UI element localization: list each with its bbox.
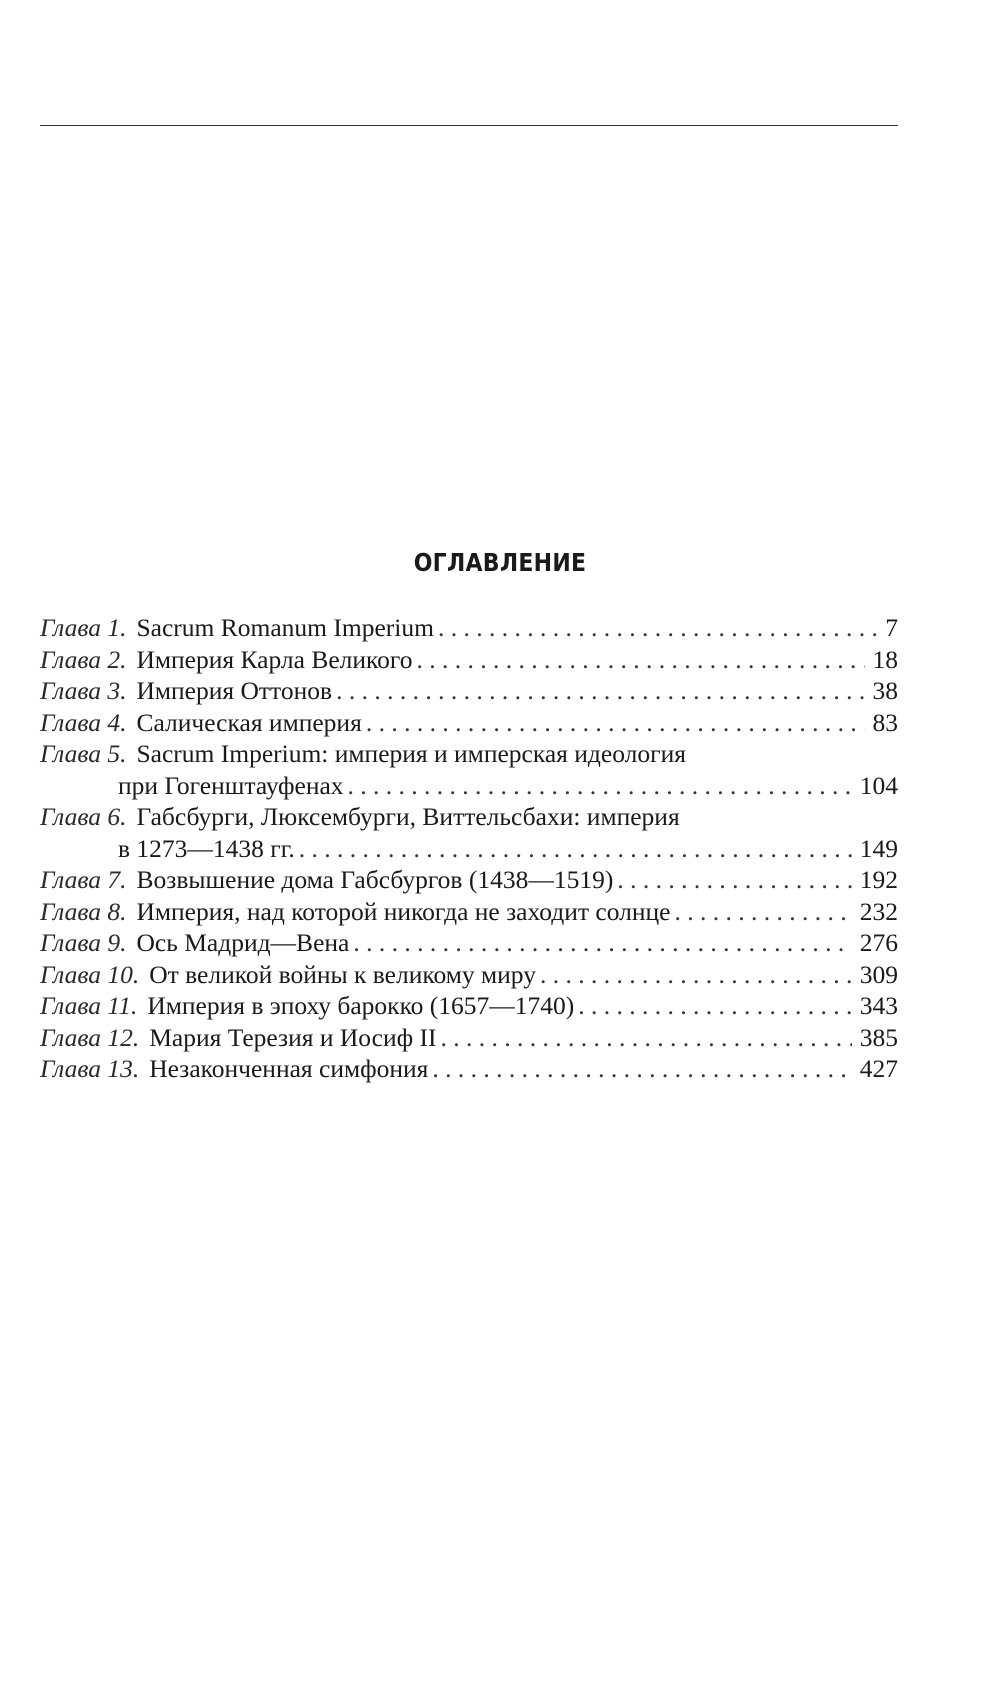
chapter-title: Империя, над которой никогда не заходит солнце [136,896,671,926]
page-number: 18 [872,644,898,674]
page-number: 276 [859,928,898,957]
chapter-title: Мария Терезия и Иосиф II [149,1022,437,1052]
chapter-label: Глава 3. [40,676,127,705]
page-number: 343 [859,991,898,1020]
chapter-label: Глава 10. [40,959,140,989]
chapter-title: при Гогенштауфенах [118,770,344,800]
toc-entry[interactable] [40,612,898,644]
dot-leader [366,707,865,739]
dot-leader [348,770,852,802]
dot-leader [617,864,851,896]
toc-entry-line [40,801,898,833]
chapter-title: Sacrum Romanum Imperium [136,613,434,642]
toc-entry[interactable] [40,927,898,959]
chapter-label: Глава 9. [40,928,127,957]
table-of-contents [40,612,898,1085]
toc-entry-line [40,927,898,959]
toc-entry[interactable] [40,1053,898,1085]
toc-entry-line [40,1022,898,1054]
chapter-label: Глава 2. [40,644,127,674]
chapter-title: Империя Оттонов [136,676,333,705]
chapter-label: Глава 6. [40,802,127,831]
toc-entry-line [40,1053,898,1085]
toc-entry-line [40,644,898,676]
dot-leader [578,990,851,1022]
chapter-label: Глава 11. [40,991,138,1020]
toc-entry-line [40,612,898,644]
toc-entry-line [40,959,898,991]
chapter-title: Салическая империя [136,707,362,737]
toc-entry-line [40,990,898,1022]
page-number: 38 [872,676,898,705]
chapter-title: Sacrum Imperium: империя и имперская идеология [136,739,686,768]
chapter-title: Империя Карла Великого [136,644,413,674]
page-number: 309 [859,959,898,989]
dot-leader [675,896,852,928]
dot-leader [540,959,852,991]
toc-heading: ОГЛАВЛЕНИЕ [413,548,587,577]
chapter-title: в 1273—1438 гг. [118,833,295,863]
chapter-title: Незаконченная симфония [149,1054,429,1083]
chapter-title: Ось Мадрид—Вена [136,928,350,957]
chapter-label: Глава 8. [40,896,127,926]
chapter-title: От великой войны к великому миру [149,959,536,989]
chapter-title: Возвышение дома Габсбургов (1438—1519) [136,865,614,894]
chapter-label: Глава 4. [40,707,127,737]
top-rule [40,125,898,126]
toc-entry-line [40,707,898,739]
toc-entry[interactable] [40,801,898,864]
dot-leader [299,833,852,865]
toc-entry[interactable] [40,738,898,801]
page-number: 104 [859,770,898,800]
toc-entry[interactable] [40,990,898,1022]
chapter-label: Глава 7. [40,865,127,894]
toc-entry-line [40,896,898,928]
chapter-title: Империя в эпоху барокко (1657—1740) [147,991,575,1020]
page-number: 83 [872,707,898,737]
toc-entry-continuation-line [40,770,898,802]
toc-entry[interactable] [40,896,898,928]
dot-leader [336,675,864,707]
page-number: 7 [885,613,898,642]
page-number: 192 [859,865,898,894]
toc-entry-line [40,864,898,896]
page-number: 385 [859,1022,898,1052]
chapter-label: Глава 5. [40,739,127,768]
toc-entry-continuation-line [40,833,898,865]
toc-entry[interactable] [40,644,898,676]
page-number: 149 [859,833,898,863]
toc-entry-line [40,738,898,770]
dot-leader [438,612,877,644]
toc-entry[interactable] [40,864,898,896]
chapter-label: Глава 1. [40,613,127,642]
toc-entry[interactable] [40,707,898,739]
chapter-title: Габсбурги, Люксембурги, Виттельсбахи: империя [136,802,680,831]
page-number: 232 [859,896,898,926]
toc-entry[interactable] [40,959,898,991]
dot-leader [432,1053,851,1085]
dot-leader [416,644,864,676]
page-number: 427 [859,1054,898,1083]
dot-leader [353,927,851,959]
chapter-label: Глава 12. [40,1022,140,1052]
chapter-label: Глава 13. [40,1054,140,1083]
toc-entry[interactable] [40,675,898,707]
toc-entry-line [40,675,898,707]
dot-leader [441,1022,852,1054]
toc-entry[interactable] [40,1022,898,1054]
